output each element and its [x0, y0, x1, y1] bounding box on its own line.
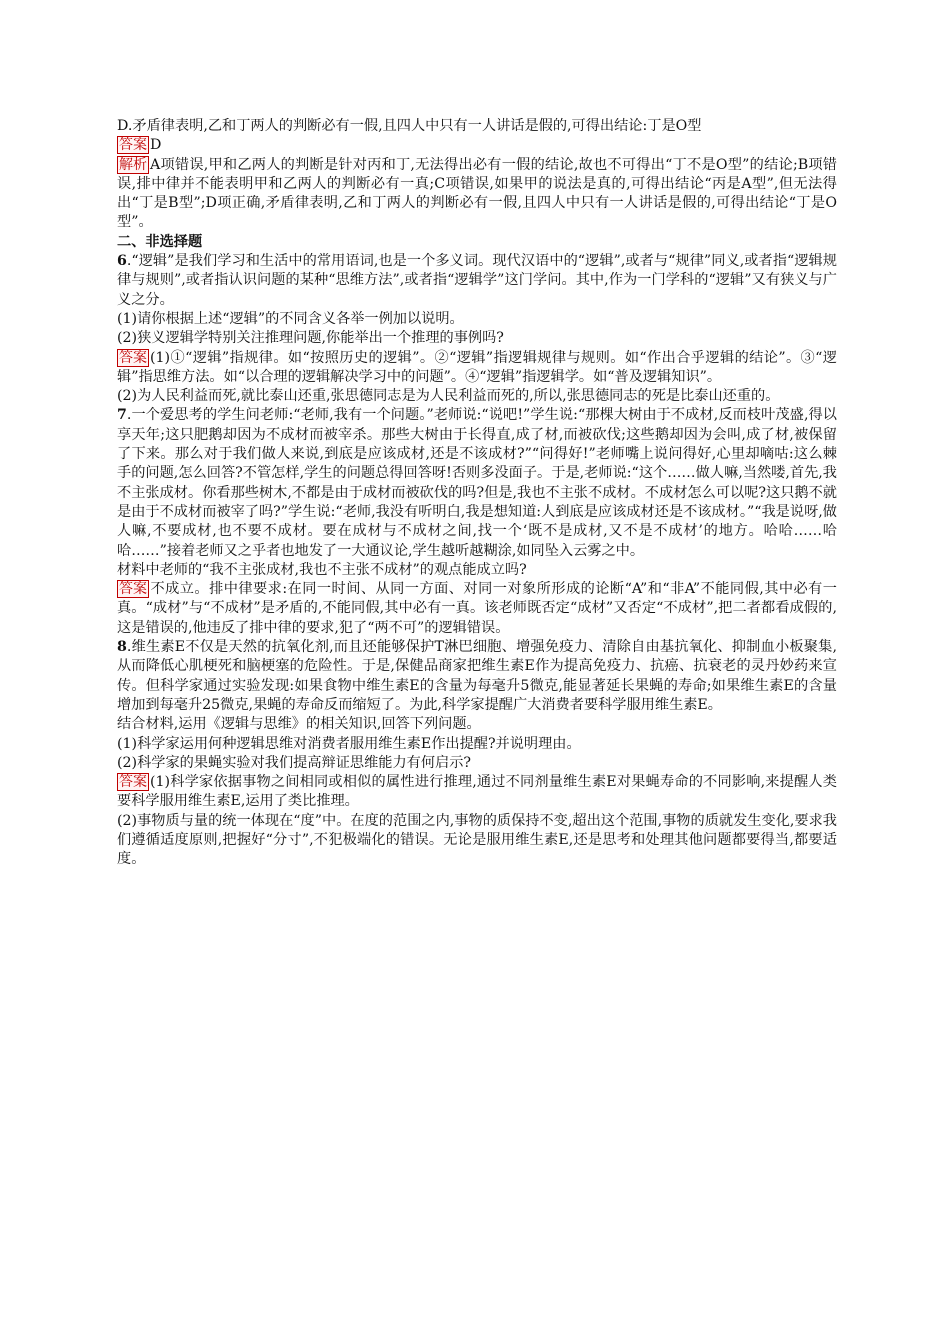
- q8-intro: 结合材料,运用《逻辑与思维》的相关知识,回答下列问题。: [117, 716, 481, 733]
- q6-stem: [117, 252, 837, 310]
- answer-badge: 答案: [119, 349, 147, 366]
- q8-sub1: (1)科学家运用何种逻辑思维对消费者服用维生素E作出提醒?并说明理由。: [117, 735, 581, 752]
- q5-option-d: D.矛盾律表明,乙和丁两人的判断必有一假,且四人中只有一人讲话是假的,可得出结论:丁是O型: [117, 118, 702, 134]
- q8-sub2: (2)科学家的果蝇实验对我们提高辩证思维能力有何启示?: [117, 754, 472, 771]
- q8-stem: [117, 638, 837, 715]
- q8-answer2: (2)事物质与量的统一体现在“度”中。在度的范围之内,事物的质保持不变,超出这个范围,事物的质就发生变化,要求我们遵循适度原则,把握好“分寸”,不犯极端化的错误。无论是服用维生素E,还是思考和处理其他问题都要得当,都要适度。: [117, 812, 837, 868]
- document-page: [117, 117, 837, 870]
- q6-answer1: (1)①“逻辑”指规律。如“按照历史的逻辑”。②“逻辑”指逻辑规律与规则。如“作出合乎逻辑的结论”。③“逻辑”指思维方法。如“以合理的逻辑解决学习中的问题”。④“逻辑”指逻辑学。如“普及逻辑知识”。: [117, 349, 837, 385]
- q6-sub2: (2)狭义逻辑学特别关注推理问题,你能举出一个推理的事例吗?: [117, 330, 504, 347]
- q8-number: 8: [117, 639, 127, 656]
- q7-stem-text: .一个爱思考的学生问老师:“老师,我有一个问题。”老师说:“说吧!”学生说:“那棵大树由于不成材,反而枝叶茂盛,得以享天年;这只肥鹅却因为不成材而被宰杀。那些大树由于长得直,成了材,而被砍伐;这些鹅却因为会叫,成了材,被保留了下来。那么对于我们做人来说,到底是应该成材,还是不该成材?”“问得好!”老师嘴上说问得好,心里却嘀咕:这么棘手的问题,怎么回答?不管怎样,学生的问题总得回答呀!否则多没面子。于是,老师说:“这个……做人嘛,当然喽,首先,我不主张成材。你看那些树木,不都是由于成材而被砍伐的吗?但是,我也不主张不成材。不成材怎么可以呢?这只鹅不就是由于不成材而被宰了吗?”学生说:“老师,我没有听明白,我是想知道:人到底是应该成材还是不该成材。”“我是说呀,做人嘛,不要成材,也不要不成材。要在成材与不成材之间,找一个‘既不是成材,又不是不成材’的地方。哈哈……哈哈……”接着老师又之乎者也地发了一大通议论,学生越听越糊涂,如同坠入云雾之中。: [117, 407, 837, 559]
- q7-question: 材料中老师的“我不主张成材,我也不主张不成材”的观点能成立吗?: [117, 561, 527, 578]
- q5-analysis: [117, 156, 837, 233]
- q6-stem-text: .“逻辑”是我们学习和生活中的常用语词,也是一个多义词。现代汉语中的“逻辑”,或者与“规律”同义,或者指“逻辑规律与规则”,或者指认识问题的某种“思维方法”,或者指“逻辑学”这门学问。其中,作为一门学科的“逻辑”又有狭义与广义之分。: [117, 253, 837, 308]
- q7-stem: [117, 406, 837, 560]
- q7-number: 7: [117, 407, 127, 424]
- q6-answer2: (2)为人民利益而死,就比泰山还重,张思德同志是为人民利益而死的,所以,张思德同志的死是比泰山还重的。: [117, 388, 780, 405]
- q6-answer: [117, 349, 837, 388]
- answer-badge: 答案: [119, 581, 147, 598]
- q5-analysis-text: A项错误,甲和乙两人的判断是针对丙和丁,无法得出必有一假的结论,故也不可得出“丁不是O型”的结论;B项错误,排中律并不能表明甲和乙两人的判断必有一真;C项错误,如果甲的说法是真的,可得出结论“丙是A型”,但无法得出“丁是B型”;D项正确,矛盾律表明,乙和丁两人的判断必有一假,且四人中只有一人讲话是假的,可得出结论“丁是O型”。: [117, 156, 837, 231]
- q6-sub1: (1)请你根据上述“逻辑”的不同含义各举一例加以说明。: [117, 310, 464, 327]
- answer-badge: 答案: [119, 774, 147, 791]
- q8-answer1: (1)科学家依据事物之间相同或相似的属性进行推理,通过不同剂量维生素E对果蝇寿命的不同影响,来提醒人类要科学服用维生素E,运用了类比推理。: [117, 774, 837, 810]
- answer-badge: 答案: [119, 137, 147, 154]
- q5-answer-text: D: [150, 137, 162, 154]
- q8-answer: [117, 773, 837, 812]
- analysis-badge: 解析: [119, 156, 147, 173]
- q8-stem-text: .维生素E不仅是天然的抗氧化剂,而且还能够保护T淋巴细胞、增强免疫力、清除自由基抗氧化、抑制血小板聚集,从而降低心肌梗死和脑梗塞的危险性。于是,保健品商家把维生素E作为提高免疫力、抗癌、抗衰老的灵丹妙药来宣传。但科学家通过实验发现:如果食物中维生素E的含量为每毫升5微克,能显著延长果蝇的寿命;如果维生素E的含量增加到每毫升25微克,果蝇的寿命反而缩短了。为此,科学家提醒广大消费者要科学服用维生素E。: [117, 639, 837, 713]
- q5-answer: [117, 136, 837, 155]
- q7-answer: [117, 580, 837, 638]
- section-heading: 二、非选择题: [117, 233, 203, 250]
- q7-answer-text: 不成立。排中律要求:在同一时间、从同一方面、对同一对象所形成的论断“A”和“非A”不能同假,其中必有一真。“成材”与“不成材”是矛盾的,不能同假,其中必有一真。该老师既否定“成材”又否定“不成材”,把二者都看成假的,这是错误的,他违反了排中律的要求,犯了“两不可”的逻辑错误。: [117, 581, 837, 636]
- q6-number: 6: [117, 253, 127, 270]
